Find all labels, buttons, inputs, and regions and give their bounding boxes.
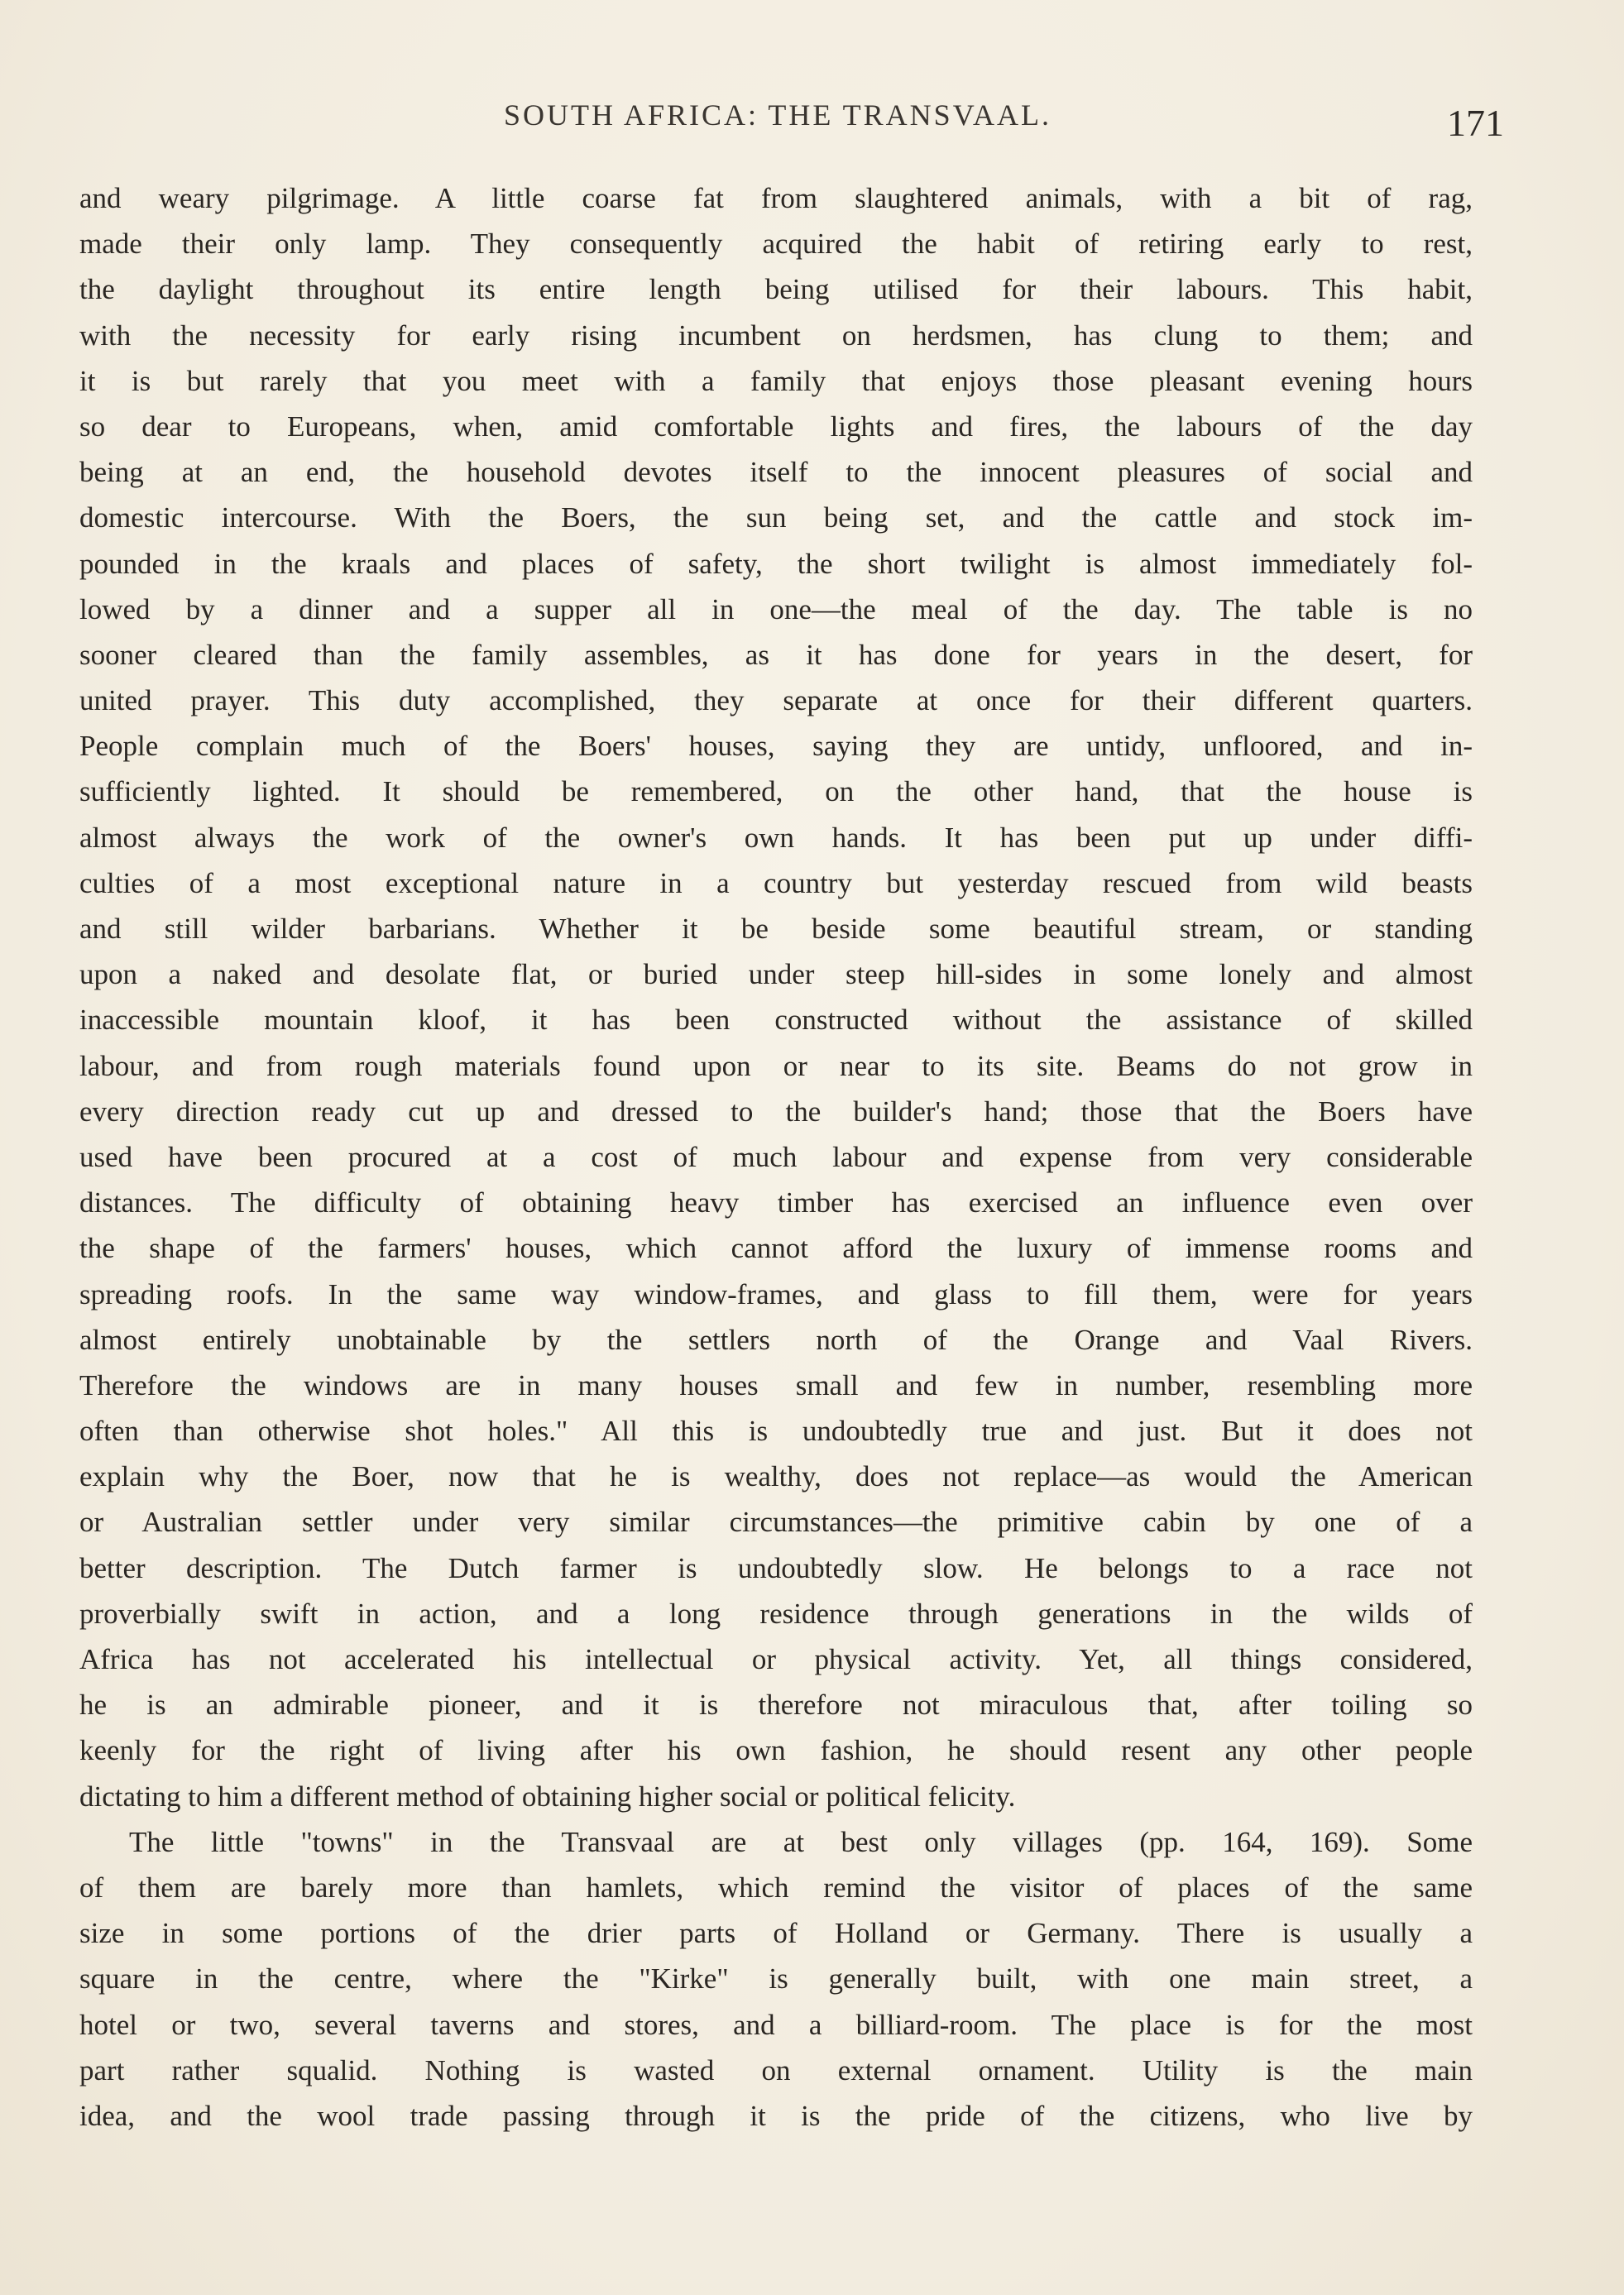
text-line: made their only lamp. They consequently acquired the habit of retiring early to rest, — [79, 228, 1473, 261]
text-line: almost entirely unobtainable by the settlers north of the Orange and Vaal Rivers. — [79, 1323, 1473, 1356]
text-line: or Australian settler under very similar circumstances—the primitive cabin by one of a — [79, 1506, 1473, 1539]
text-line: the shape of the farmers' houses, which cannot afford the luxury of immense rooms and — [79, 1232, 1473, 1265]
text-line: hotel or two, several taverns and stores, and a billiard-room. The place is for the most — [79, 2008, 1473, 2041]
text-line: sufficiently lighted. It should be remembered, on the other hand, that the house is — [79, 775, 1473, 808]
text-line: and still wilder barbarians. Whether it be beside some beautiful stream, or standing — [79, 913, 1473, 945]
text-line: part rather squalid. Nothing is wasted on external ornament. Utility is the main — [79, 2053, 1473, 2087]
running-title: SOUTH AFRICA: THE TRANSVAAL. — [503, 98, 1052, 132]
text-line: size in some portions of the drier parts of Holland or Germany. There is usually a — [79, 1917, 1473, 1950]
text-line: often than otherwise shot holes." All this is undoubtedly true and just. But it does not — [79, 1415, 1473, 1448]
paragraph-end-line: dictating to him a different method of obtaining higher social or political felicity. — [79, 1780, 1016, 1813]
text-line: and weary pilgrimage. A little coarse fat from slaughtered animals, with a bit of rag, — [79, 182, 1473, 214]
text-line: inaccessible mountain kloof, it has been constructed without the assistance of skilled — [79, 1004, 1473, 1037]
text-line: sooner cleared than the family assembles, as it has done for years in the desert, for — [79, 638, 1473, 671]
text-line: explain why the Boer, now that he is wealthy, does not replace—as would the American — [79, 1460, 1473, 1493]
text-line: united prayer. This duty accomplished, they separate at once for their different quarters. — [79, 684, 1473, 717]
text-line: lowed by a dinner and a supper all in one—the meal of the day. The table is no — [79, 592, 1473, 625]
text-line: pounded in the kraals and places of safety, the short twilight is almost immediately fol- — [79, 547, 1473, 580]
body-text — [79, 175, 1473, 2139]
text-line: spreading roofs. In the same way window-frames, and glass to fill them, were for years — [79, 1277, 1473, 1310]
text-line: culties of a most exceptional nature in a country but yesterday rescued from wild beasts — [79, 866, 1473, 899]
text-line: square in the centre, where the "Kirke" is generally built, with one main street, a — [79, 1962, 1473, 1996]
text-line: keenly for the right of living after his own fashion, he should resent any other people — [79, 1734, 1473, 1767]
text-line: distances. The difficulty of obtaining heavy timber has exercised an influence even over — [79, 1186, 1473, 1219]
text-line: proverbially swift in action, and a long residence through generations in the wilds of — [79, 1597, 1473, 1630]
text-line: domestic intercourse. With the Boers, the sun being set, and the cattle and stock im- — [79, 501, 1473, 534]
text-line: of them are barely more than hamlets, which remind the visitor of places of the same — [79, 1871, 1473, 1904]
text-line: every direction ready cut up and dressed to the builder's hand; those that the Boers have — [79, 1095, 1473, 1128]
text-line: with the necessity for early rising incumbent on herdsmen, has clung to them; and — [79, 319, 1473, 352]
text-line: People complain much of the Boers' houses, saying they are untidy, unfloored, and in- — [79, 730, 1473, 763]
text-line: the daylight throughout its entire length being utilised for their labours. This habit, — [79, 273, 1473, 306]
text-line: it is but rarely that you meet with a family that enjoys those pleasant evening hours — [79, 364, 1473, 397]
text-line: being at an end, the household devotes itself to the innocent pleasures of social and — [79, 456, 1473, 489]
text-line: Africa has not accelerated his intellectual or physical activity. Yet, all things considered, — [79, 1643, 1473, 1675]
text-line: he is an admirable pioneer, and it is therefore not miraculous that, after toiling so — [79, 1689, 1473, 1722]
text-line: idea, and the wool trade passing through it is the pride of the citizens, who live by — [79, 2099, 1473, 2132]
text-line: better description. The Dutch farmer is undoubtedly slow. He belongs to a race not — [79, 1551, 1473, 1584]
text-line: Therefore the windows are in many houses small and few in number, resembling more — [79, 1368, 1473, 1401]
text-line: labour, and from rough materials found upon or near to its site. Beams do not grow in — [79, 1049, 1473, 1082]
paragraph-start-line: The little "towns" in the Transvaal are at best only villages (pp. 164, 169). Some — [129, 1825, 1473, 1858]
text-line: used have been procured at a cost of much labour and expense from very considerable — [79, 1140, 1473, 1173]
text-line: so dear to Europeans, when, amid comfortable lights and fires, the labours of the day — [79, 410, 1473, 443]
text-line: upon a naked and desolate flat, or buried under steep hill-sides in some lonely and almost — [79, 958, 1473, 991]
page-number: 171 — [1447, 102, 1504, 144]
text-line: almost always the work of the owner's own hands. It has been put up under diffi- — [79, 821, 1473, 854]
